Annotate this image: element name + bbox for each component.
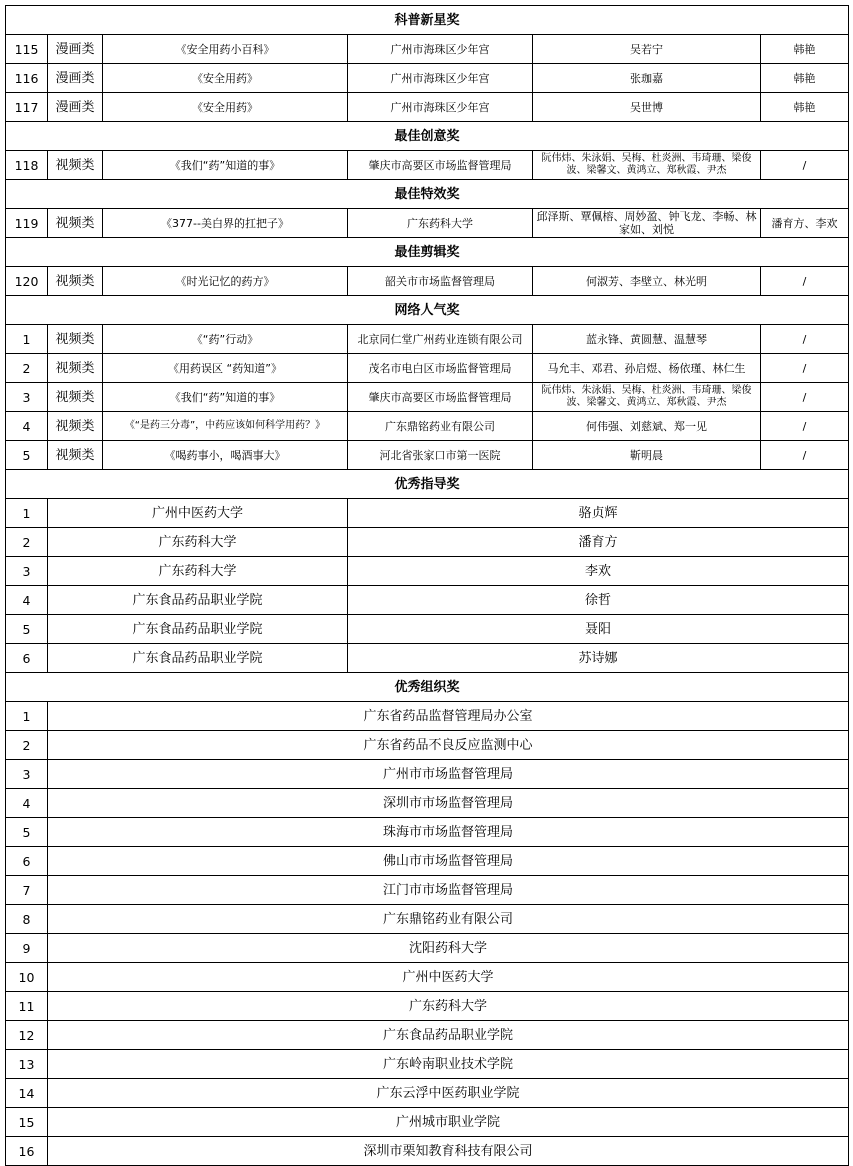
org-name-cell: 深圳市栗知教育科技有限公司 — [48, 1137, 849, 1166]
advisor-cell: / — [761, 441, 849, 470]
category-cell: 视频类 — [48, 267, 103, 296]
row-number: 12 — [6, 1021, 48, 1050]
row-number: 14 — [6, 1079, 48, 1108]
table-row — [6, 325, 849, 354]
table-row — [6, 963, 849, 992]
org-name-cell: 佛山市市场监督管理局 — [48, 847, 849, 876]
category-cell: 漫画类 — [48, 64, 103, 93]
advisor-cell: 韩艳 — [761, 93, 849, 122]
unit-cell: 广东鼎铭药业有限公司 — [348, 412, 533, 441]
section-title: 优秀组织奖 — [6, 673, 849, 702]
table-row — [6, 644, 849, 673]
table-row — [6, 1079, 849, 1108]
section-title: 最佳剪辑奖 — [6, 238, 849, 267]
org-name-cell: 珠海市市场监督管理局 — [48, 818, 849, 847]
work-title-cell: 《“药”行动》 — [103, 325, 348, 354]
row-number: 11 — [6, 992, 48, 1021]
authors-cell: 吴世博 — [533, 93, 761, 122]
section-header — [6, 470, 849, 499]
table-row — [6, 586, 849, 615]
table-row — [6, 151, 849, 180]
row-number: 115 — [6, 35, 48, 64]
section-header — [6, 122, 849, 151]
category-cell: 视频类 — [48, 441, 103, 470]
org-name-cell: 广州中医药大学 — [48, 963, 849, 992]
table-row — [6, 818, 849, 847]
school-cell: 广东药科大学 — [48, 528, 348, 557]
section-title: 网络人气奖 — [6, 296, 849, 325]
org-name-cell: 深圳市市场监督管理局 — [48, 789, 849, 818]
table-row — [6, 441, 849, 470]
row-number: 118 — [6, 151, 48, 180]
section-header — [6, 6, 849, 35]
table-row — [6, 267, 849, 296]
row-number: 13 — [6, 1050, 48, 1079]
table-row — [6, 383, 849, 412]
category-cell: 视频类 — [48, 209, 103, 238]
row-number: 4 — [6, 586, 48, 615]
org-name-cell: 广州城市职业学院 — [48, 1108, 849, 1137]
row-number: 120 — [6, 267, 48, 296]
row-number: 119 — [6, 209, 48, 238]
unit-cell: 北京同仁堂广州药业连锁有限公司 — [348, 325, 533, 354]
authors-cell: 阮伟炜、朱泳娟、吴梅、杜炎洲、韦琦珊、梁俊波、梁馨文、黄鸿立、郑秋霞、尹杰 — [533, 151, 761, 180]
table-row — [6, 93, 849, 122]
advisor-name-cell: 聂阳 — [348, 615, 849, 644]
unit-cell: 广东药科大学 — [348, 209, 533, 238]
work-title-cell: 《用药误区 “药知道”》 — [103, 354, 348, 383]
awards-table — [5, 5, 849, 1166]
advisor-cell: 韩艳 — [761, 64, 849, 93]
work-title-cell: 《“是药三分毒”，中药应该如何科学用药？》 — [103, 412, 348, 441]
advisor-name-cell: 骆贞辉 — [348, 499, 849, 528]
unit-cell: 茂名市电白区市场监督管理局 — [348, 354, 533, 383]
row-number: 2 — [6, 731, 48, 760]
section-title: 科普新星奖 — [6, 6, 849, 35]
table-row — [6, 209, 849, 238]
advisor-cell: / — [761, 267, 849, 296]
category-cell: 视频类 — [48, 412, 103, 441]
row-number: 4 — [6, 412, 48, 441]
row-number: 3 — [6, 760, 48, 789]
category-cell: 视频类 — [48, 325, 103, 354]
org-name-cell: 广东云浮中医药职业学院 — [48, 1079, 849, 1108]
category-cell: 视频类 — [48, 354, 103, 383]
row-number: 10 — [6, 963, 48, 992]
unit-cell: 广州市海珠区少年宫 — [348, 64, 533, 93]
table-row — [6, 789, 849, 818]
table-row — [6, 1108, 849, 1137]
work-title-cell: 《安全用药》 — [103, 64, 348, 93]
school-cell: 广东食品药品职业学院 — [48, 615, 348, 644]
row-number: 117 — [6, 93, 48, 122]
advisor-name-cell: 苏诗娜 — [348, 644, 849, 673]
advisor-cell: 韩艳 — [761, 35, 849, 64]
section-title: 优秀指导奖 — [6, 470, 849, 499]
unit-cell: 韶关市市场监督管理局 — [348, 267, 533, 296]
school-cell: 广州中医药大学 — [48, 499, 348, 528]
row-number: 7 — [6, 876, 48, 905]
org-name-cell: 广东药科大学 — [48, 992, 849, 1021]
category-cell: 漫画类 — [48, 35, 103, 64]
unit-cell: 肇庆市高要区市场监督管理局 — [348, 151, 533, 180]
advisor-cell: / — [761, 325, 849, 354]
unit-cell: 广州市海珠区少年宫 — [348, 35, 533, 64]
section-header — [6, 238, 849, 267]
table-row — [6, 731, 849, 760]
authors-cell: 马允丰、邓君、孙启煜、杨依瑾、林仁生 — [533, 354, 761, 383]
work-title-cell: 《我们“药”知道的事》 — [103, 383, 348, 412]
table-row — [6, 354, 849, 383]
work-title-cell: 《377--美白界的扛把子》 — [103, 209, 348, 238]
row-number: 1 — [6, 325, 48, 354]
work-title-cell: 《时光记忆的药方》 — [103, 267, 348, 296]
row-number: 5 — [6, 615, 48, 644]
unit-cell: 广州市海珠区少年宫 — [348, 93, 533, 122]
table-row — [6, 499, 849, 528]
table-row — [6, 934, 849, 963]
section-header — [6, 673, 849, 702]
section-header — [6, 296, 849, 325]
table-row — [6, 615, 849, 644]
org-name-cell: 江门市市场监督管理局 — [48, 876, 849, 905]
school-cell: 广东食品药品职业学院 — [48, 644, 348, 673]
table-row — [6, 876, 849, 905]
advisor-cell: / — [761, 412, 849, 441]
advisor-cell: 潘育方、李欢 — [761, 209, 849, 238]
org-name-cell: 广东岭南职业技术学院 — [48, 1050, 849, 1079]
authors-cell: 何伟强、刘慈斌、郑一见 — [533, 412, 761, 441]
work-title-cell: 《喝药事小，喝酒事大》 — [103, 441, 348, 470]
category-cell: 视频类 — [48, 151, 103, 180]
row-number: 3 — [6, 383, 48, 412]
row-number: 2 — [6, 528, 48, 557]
authors-cell: 张珈嘉 — [533, 64, 761, 93]
table-row — [6, 557, 849, 586]
work-title-cell: 《我们“药”知道的事》 — [103, 151, 348, 180]
work-title-cell: 《安全用药小百科》 — [103, 35, 348, 64]
advisor-cell: / — [761, 354, 849, 383]
section-title: 最佳特效奖 — [6, 180, 849, 209]
advisor-name-cell: 徐哲 — [348, 586, 849, 615]
advisor-name-cell: 潘育方 — [348, 528, 849, 557]
category-cell: 漫画类 — [48, 93, 103, 122]
work-title-cell: 《安全用药》 — [103, 93, 348, 122]
row-number: 8 — [6, 905, 48, 934]
row-number: 6 — [6, 847, 48, 876]
authors-cell: 何淑芳、李壁立、林光明 — [533, 267, 761, 296]
table-row — [6, 35, 849, 64]
row-number: 3 — [6, 557, 48, 586]
authors-cell: 邱泽斯、覃佩榕、周妙盈、钟飞龙、李畅、林家如、刘悦 — [533, 209, 761, 238]
row-number: 1 — [6, 702, 48, 731]
authors-cell: 吴若宁 — [533, 35, 761, 64]
table-row — [6, 905, 849, 934]
authors-cell: 蓝永锋、黄圆慧、温慧琴 — [533, 325, 761, 354]
table-row — [6, 760, 849, 789]
org-name-cell: 沈阳药科大学 — [48, 934, 849, 963]
org-name-cell: 广东鼎铭药业有限公司 — [48, 905, 849, 934]
row-number: 16 — [6, 1137, 48, 1166]
table-row — [6, 1137, 849, 1166]
authors-cell: 靳明晨 — [533, 441, 761, 470]
org-name-cell: 广东省药品不良反应监测中心 — [48, 731, 849, 760]
authors-cell: 阮伟炜、朱泳娟、吴梅、杜炎洲、韦琦珊、梁俊波、梁馨文、黄鸿立、郑秋霞、尹杰 — [533, 383, 761, 412]
unit-cell: 河北省张家口市第一医院 — [348, 441, 533, 470]
unit-cell: 肇庆市高要区市场监督管理局 — [348, 383, 533, 412]
row-number: 6 — [6, 644, 48, 673]
advisor-cell: / — [761, 383, 849, 412]
table-row — [6, 702, 849, 731]
section-title: 最佳创意奖 — [6, 122, 849, 151]
row-number: 5 — [6, 818, 48, 847]
org-name-cell: 广州市市场监督管理局 — [48, 760, 849, 789]
row-number: 116 — [6, 64, 48, 93]
table-row — [6, 64, 849, 93]
table-row — [6, 528, 849, 557]
advisor-name-cell: 李欢 — [348, 557, 849, 586]
table-row — [6, 847, 849, 876]
advisor-cell: / — [761, 151, 849, 180]
row-number: 4 — [6, 789, 48, 818]
row-number: 5 — [6, 441, 48, 470]
school-cell: 广东食品药品职业学院 — [48, 586, 348, 615]
org-name-cell: 广东食品药品职业学院 — [48, 1021, 849, 1050]
table-row — [6, 412, 849, 441]
table-row — [6, 1021, 849, 1050]
row-number: 2 — [6, 354, 48, 383]
table-row — [6, 992, 849, 1021]
row-number: 15 — [6, 1108, 48, 1137]
row-number: 9 — [6, 934, 48, 963]
org-name-cell: 广东省药品监督管理局办公室 — [48, 702, 849, 731]
category-cell: 视频类 — [48, 383, 103, 412]
row-number: 1 — [6, 499, 48, 528]
school-cell: 广东药科大学 — [48, 557, 348, 586]
table-row — [6, 1050, 849, 1079]
section-header — [6, 180, 849, 209]
